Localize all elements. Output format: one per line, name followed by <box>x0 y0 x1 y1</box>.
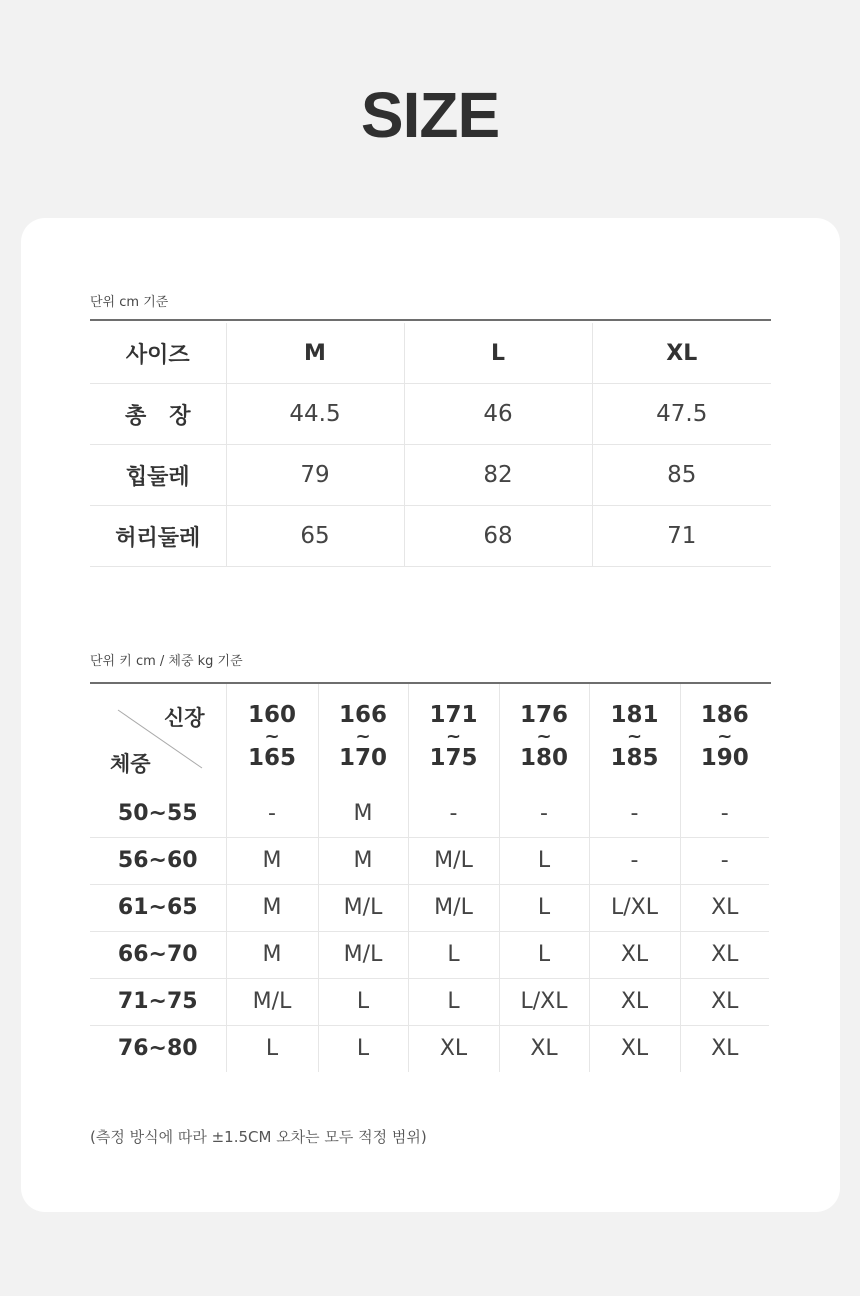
height-range-header <box>408 684 499 790</box>
table-cell: XL <box>589 1025 680 1072</box>
table-cell: L <box>499 931 589 978</box>
table-row <box>90 790 769 837</box>
table-row <box>90 445 771 506</box>
range-tilde: ~ <box>445 725 462 747</box>
table-cell: XL <box>589 931 680 978</box>
range-end: 165 <box>247 745 296 772</box>
table-cell: 47.5 <box>592 384 771 445</box>
table-cell: XL <box>408 1025 499 1072</box>
range-end: 190 <box>700 745 749 772</box>
table-cell: - <box>589 837 680 884</box>
table-cell: - <box>589 790 680 837</box>
table-cell: L <box>408 931 499 978</box>
row-label-hip: 힙둘레 <box>90 445 226 506</box>
range-start: 176 <box>519 701 568 728</box>
table-cell: XL <box>680 978 769 1025</box>
row-label-waist: 허리둘레 <box>90 506 226 567</box>
range-start: 166 <box>338 701 387 728</box>
table-cell: M/L <box>226 978 318 1025</box>
table-row <box>90 978 769 1025</box>
row-label-total-length: 총 장 <box>90 384 226 445</box>
table-cell: 71 <box>592 506 771 567</box>
table-cell: L <box>499 837 589 884</box>
table-cell: M <box>318 837 408 884</box>
table-cell: 79 <box>226 445 404 506</box>
table-cell: XL <box>680 931 769 978</box>
table-cell: XL <box>499 1025 589 1072</box>
weight-range-label: 76~80 <box>117 1036 198 1062</box>
table-cell: XL <box>680 1025 769 1072</box>
range-end: 180 <box>519 745 568 772</box>
table-cell: 82 <box>404 445 592 506</box>
table-cell: M/L <box>408 837 499 884</box>
size-card <box>21 218 840 1212</box>
table-cell: - <box>408 790 499 837</box>
table-cell: 65 <box>226 506 404 567</box>
weight-range-label: 71~75 <box>90 978 226 1025</box>
table-cell: L <box>318 1025 408 1072</box>
size-unit-label: 단위 cm 기준 <box>90 295 169 310</box>
fit-table <box>90 684 769 1072</box>
range-start: 186 <box>700 701 749 728</box>
weight-label: 체중 <box>110 752 151 776</box>
range-tilde: ~ <box>264 725 280 747</box>
size-header-xl: XL <box>592 323 771 384</box>
table-cell: M <box>318 790 408 837</box>
range-end: 175 <box>429 745 478 772</box>
table-row <box>90 384 771 445</box>
table-row <box>90 884 769 931</box>
size-header-label: 사이즈 <box>90 323 226 384</box>
range-tilde: ~ <box>536 725 552 747</box>
range-start: 171 <box>429 701 478 728</box>
table-cell: 68 <box>404 506 592 567</box>
range-end: 170 <box>338 745 387 772</box>
height-range-header <box>318 684 408 790</box>
range-start: 181 <box>610 701 659 728</box>
corner-cell <box>90 684 226 790</box>
table-row <box>90 931 769 978</box>
height-range-header <box>499 684 589 790</box>
size-table-rule <box>90 319 771 321</box>
weight-range-label: 61~65 <box>90 884 226 931</box>
height-label: 신장 <box>164 706 205 730</box>
fit-unit-label: 단위 키 cm / 체중 kg 기준 <box>90 654 243 669</box>
table-row <box>90 837 769 884</box>
table-row <box>90 506 771 567</box>
weight-range-label: 66~70 <box>90 931 226 978</box>
height-range-header <box>680 684 769 790</box>
range-tilde: ~ <box>717 725 733 747</box>
table-cell: 85 <box>592 445 771 506</box>
table-row <box>90 1025 769 1072</box>
range-tilde: ~ <box>355 725 371 747</box>
height-range-header <box>226 684 318 790</box>
range-tilde: ~ <box>626 725 643 747</box>
table-cell: - <box>680 837 769 884</box>
table-cell: L <box>408 978 499 1025</box>
fit-header-row <box>90 684 769 790</box>
table-cell: M <box>226 837 318 884</box>
table-cell: L <box>318 978 408 1025</box>
size-header-m: M <box>226 323 404 384</box>
table-cell: XL <box>680 884 769 931</box>
table-cell: - <box>680 790 769 837</box>
page-title: SIZE <box>360 79 500 151</box>
table-cell: M/L <box>318 931 408 978</box>
size-header-row <box>90 323 771 384</box>
table-cell: 44.5 <box>226 384 404 445</box>
height-range-header <box>589 684 680 790</box>
table-cell: XL <box>589 978 680 1025</box>
table-cell: M/L <box>318 884 408 931</box>
size-header-l: L <box>404 323 592 384</box>
weight-range-label: 56~60 <box>90 837 226 884</box>
table-cell: - <box>226 790 318 837</box>
table-cell: 46 <box>404 384 592 445</box>
size-table <box>90 322 771 567</box>
range-end: 185 <box>610 745 659 772</box>
table-cell: M <box>226 931 318 978</box>
table-cell: L <box>226 1025 318 1072</box>
range-start: 160 <box>247 701 296 728</box>
table-cell: L <box>499 884 589 931</box>
table-cell: - <box>499 790 589 837</box>
table-cell: L/XL <box>589 884 680 931</box>
table-cell: L/XL <box>499 978 589 1025</box>
table-cell: M/L <box>408 884 499 931</box>
measurement-note: (측정 방식에 따라 ±1.5CM 오차는 모두 적정 범위) <box>90 1128 427 1146</box>
table-cell: M <box>226 884 318 931</box>
weight-range-label: 50~55 <box>90 790 226 837</box>
